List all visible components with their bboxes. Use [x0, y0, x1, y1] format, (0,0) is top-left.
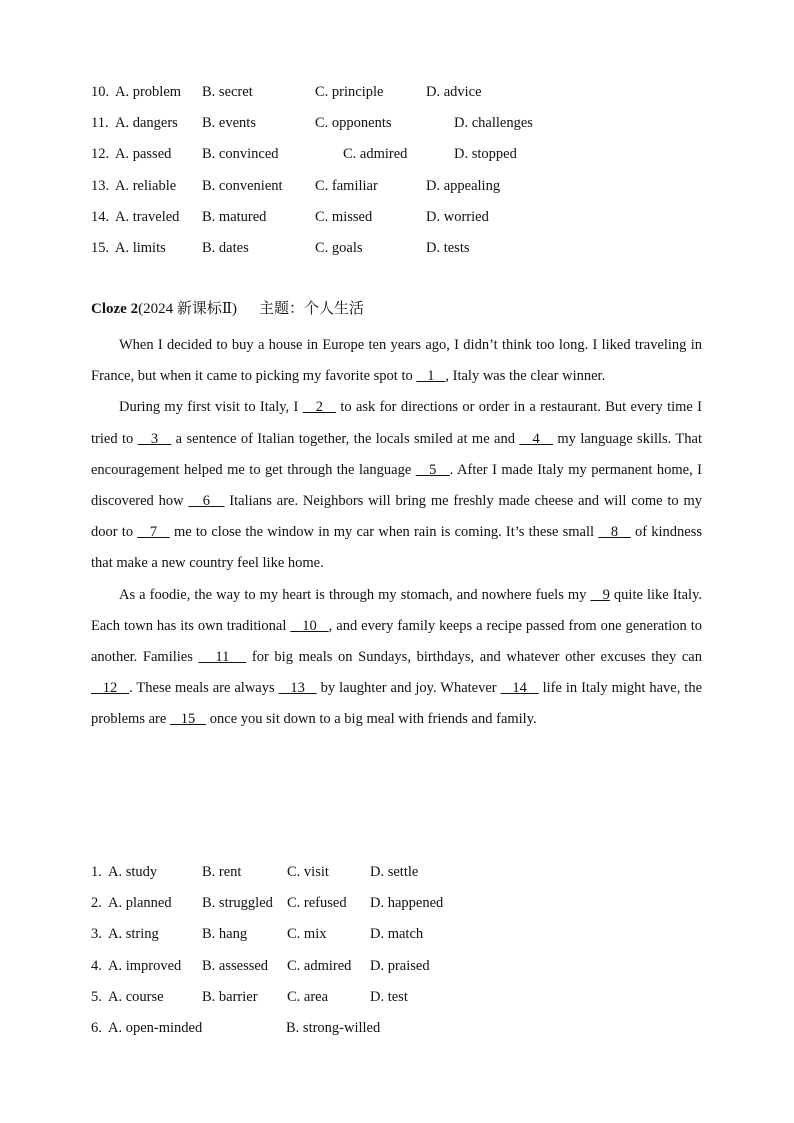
passage-text: As a foodie, the way to my heart is through my stomach, and nowhere fuels my	[119, 586, 591, 603]
option-b: B. rent	[202, 864, 242, 880]
question-number: 10.	[91, 84, 110, 100]
passage-text: me to close the window in my car when rain is coming. It’s these small	[169, 524, 599, 541]
passage-text: . After I made Italy my permanent home, I discovered how	[91, 461, 702, 510]
option-a: A. problem	[115, 84, 182, 100]
option-b: B. secret	[202, 84, 253, 100]
blank-8: 8	[598, 524, 631, 541]
option-c: C. area	[287, 989, 329, 1005]
option-d: D. match	[370, 926, 424, 942]
option-a: A. limits	[115, 240, 166, 256]
passage-text: , Italy was the clear winner.	[445, 368, 606, 385]
option-b: B. assessed	[202, 958, 269, 974]
blank-12: 12	[91, 680, 130, 697]
paragraph-2	[91, 392, 702, 579]
option-a: A. traveled	[115, 209, 180, 225]
option-c: C. principle	[315, 84, 384, 100]
passage-text: life in Italy might have, the problems are	[91, 680, 703, 728]
passage-text: once you sit down to a big meal with friends and family.	[206, 711, 537, 728]
passage-text: When I decided to buy a house in Europe ten years ago, I didn’t think too long. I liked traveling in France, but when it came to picking my favorite spot to	[91, 337, 702, 385]
passage-text: a sentence of Italian together, the locals smiled at me and	[171, 430, 520, 447]
option-a: A. string	[108, 926, 159, 942]
blank-3: 3	[137, 430, 172, 447]
option-d: D. happened	[370, 895, 444, 911]
option-b: B. struggled	[202, 895, 273, 911]
question-number: 1.	[91, 864, 102, 880]
option-b: B. events	[202, 115, 256, 131]
question-number: 5.	[91, 989, 102, 1005]
blank-5: 5	[415, 461, 450, 478]
passage-text: quite like Italy. Each town has its own traditional	[91, 586, 703, 634]
option-c: C. goals	[315, 240, 363, 256]
blank-2: 2	[302, 399, 336, 416]
cloze-passage	[91, 330, 702, 736]
option-b: B. hang	[202, 926, 248, 942]
option-d: D. worried	[426, 209, 489, 225]
question-number: 13.	[91, 178, 110, 194]
passage-text: by laughter and joy. Whatever	[316, 680, 501, 697]
blank-15: 15	[169, 711, 207, 728]
option-c: C. missed	[315, 209, 373, 225]
paragraph-1	[91, 330, 702, 392]
question-number: 15.	[91, 240, 110, 256]
passage-text: During my first visit to Italy, I	[119, 399, 303, 416]
blank-10: 10	[290, 617, 329, 634]
blank-6: 6	[188, 493, 225, 510]
passage-text: , and every family keeps a recipe passed from one generation to another. Families	[91, 617, 703, 666]
passage-text: for big meals on Sundays, birthdays, and whatever other excuses they can	[246, 649, 702, 666]
question-number: 2.	[91, 895, 102, 911]
option-a: A. passed	[115, 146, 172, 162]
option-c: C. refused	[287, 895, 347, 911]
option-c: C. visit	[287, 864, 329, 880]
passage-text: . These meals are always	[129, 680, 279, 697]
blank-14: 14	[500, 680, 539, 697]
option-a: A. dangers	[115, 115, 178, 131]
option-a: A. planned	[108, 895, 172, 911]
blank-4: 4	[519, 430, 553, 447]
passage-text: of kindness that make a new country feel like home.	[91, 524, 702, 572]
option-d: D. settle	[370, 864, 419, 880]
question-number: 11.	[91, 115, 109, 131]
question-number: 4.	[91, 958, 102, 974]
option-b: B. barrier	[202, 989, 258, 1005]
option-b: B. convinced	[202, 146, 279, 162]
option-a: A. improved	[108, 958, 182, 974]
option-c: C. familiar	[315, 178, 378, 194]
blank-7: 7	[137, 524, 170, 541]
option-a: A. study	[108, 864, 158, 880]
option-d: D. appealing	[426, 178, 501, 194]
option-b: B. convenient	[202, 178, 283, 194]
option-d: D. stopped	[454, 146, 517, 162]
option-d: D. challenges	[454, 115, 533, 131]
option-b: B. strong-willed	[286, 1020, 381, 1036]
heading-theme: 主题：个人生活	[259, 301, 365, 317]
question-number: 12.	[91, 146, 110, 162]
option-a: A. course	[108, 989, 164, 1005]
passage-text: Italians are. Neighbors will bring me freshly made cheese and will come to my door to	[91, 493, 703, 541]
option-a: A. open-minded	[108, 1020, 203, 1036]
blank-13: 13	[278, 680, 317, 697]
section-heading	[91, 299, 364, 319]
option-b: B. matured	[202, 209, 267, 225]
blank-1: 1	[416, 368, 446, 385]
paragraph-3	[91, 580, 702, 736]
option-c: C. opponents	[315, 115, 392, 131]
question-number: 14.	[91, 209, 110, 225]
passage-text: to ask for directions or order in a restaurant. But every time I tried to	[91, 399, 703, 447]
option-a: A. reliable	[115, 178, 177, 194]
blank-11: 11	[198, 649, 247, 666]
heading-title: Cloze 2	[91, 301, 139, 317]
option-d: D. praised	[370, 958, 430, 974]
option-d: D. tests	[426, 240, 470, 256]
option-c: C. admired	[287, 958, 352, 974]
question-number: 6.	[91, 1020, 102, 1036]
option-d: D. advice	[426, 84, 482, 100]
blank-9: 9	[590, 586, 610, 603]
option-c: C. admired	[343, 146, 408, 162]
option-d: D. test	[370, 989, 408, 1005]
question-number: 3.	[91, 926, 102, 942]
option-b: B. dates	[202, 240, 249, 256]
heading-source: (2024 新课标Ⅱ)	[138, 301, 238, 317]
option-c: C. mix	[287, 926, 327, 942]
passage-text: my language skills. That encouragement helped me to get through the language	[91, 430, 703, 478]
